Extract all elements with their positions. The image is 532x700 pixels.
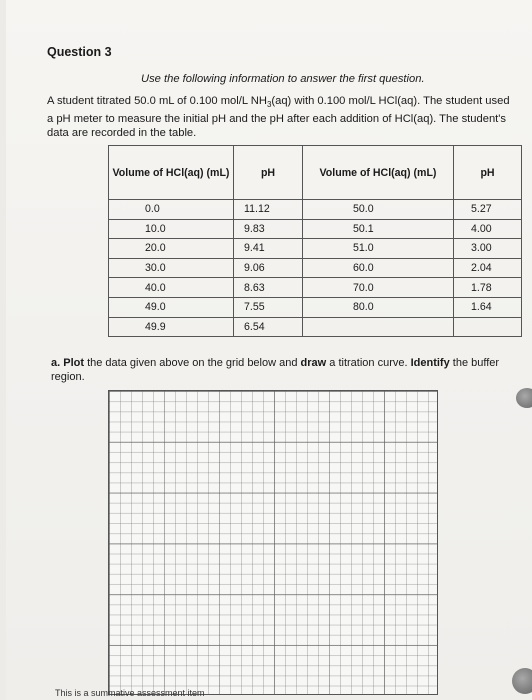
binder-ring-icon	[512, 668, 532, 694]
footer-text: This is a summative assessment item	[55, 688, 205, 698]
table-header-volume-2: Volume of HCl(aq) (mL)	[303, 146, 454, 200]
volume-cell: 51.0	[303, 239, 454, 259]
ph-cell: 2.04	[454, 258, 522, 278]
volume-cell: 70.0	[303, 278, 454, 298]
ph-cell: 9.06	[234, 258, 303, 278]
table-row	[109, 200, 522, 220]
table-header-ph-2: pH	[454, 146, 522, 200]
ph-cell: 9.83	[234, 219, 303, 239]
table-row	[109, 297, 522, 317]
problem-statement: A student titrated 50.0 mL of 0.100 mol/L $NH_3(aq)$ with 0.100 mol/L HCl(aq). The student used a pH meter to measure the initial pH and the pH after each addition of HCl(aq). The student's data are recorded in the table.	[47, 95, 510, 140]
table-row	[109, 317, 522, 337]
question-title: Question 3	[47, 45, 112, 59]
ph-cell: 11.12	[234, 200, 303, 220]
table-header-ph-1: pH	[234, 146, 303, 200]
volume-cell: 80.0	[303, 297, 454, 317]
volume-cell: 20.0	[109, 239, 234, 259]
volume-cell: 50.1	[303, 219, 454, 239]
part-a-instruction: a. Plot the data given above on the grid below and draw a titration curve. Identify the buffer region.	[51, 357, 500, 383]
binder-ring-icon	[516, 388, 532, 408]
table-header-volume-1: Volume of HCl(aq) (mL)	[109, 146, 234, 200]
volume-cell: 50.0	[303, 200, 454, 220]
ph-cell: 4.00	[454, 219, 522, 239]
volume-cell: 10.0	[109, 219, 234, 239]
ph-cell: 8.63	[234, 278, 303, 298]
ph-cell: 9.41	[234, 239, 303, 259]
table-row	[109, 219, 522, 239]
volume-cell: 30.0	[109, 258, 234, 278]
volume-cell: 49.9	[109, 317, 234, 337]
ph-cell	[454, 317, 522, 337]
volume-cell	[303, 317, 454, 337]
graph-paper-grid[interactable]	[108, 390, 438, 695]
instruction-text: Use the following information to answer the first question.	[141, 73, 425, 85]
volume-cell: 60.0	[303, 258, 454, 278]
titration-data-table	[108, 145, 522, 337]
table-row	[109, 258, 522, 278]
ph-cell: 6.54	[234, 317, 303, 337]
ph-cell: 7.55	[234, 297, 303, 317]
table-row	[109, 278, 522, 298]
volume-cell: 0.0	[109, 200, 234, 220]
ph-cell: 5.27	[454, 200, 522, 220]
volume-cell: 40.0	[109, 278, 234, 298]
table-row	[109, 239, 522, 259]
ph-cell: 3.00	[454, 239, 522, 259]
volume-cell: 49.0	[109, 297, 234, 317]
ph-cell: 1.64	[454, 297, 522, 317]
ph-cell: 1.78	[454, 278, 522, 298]
